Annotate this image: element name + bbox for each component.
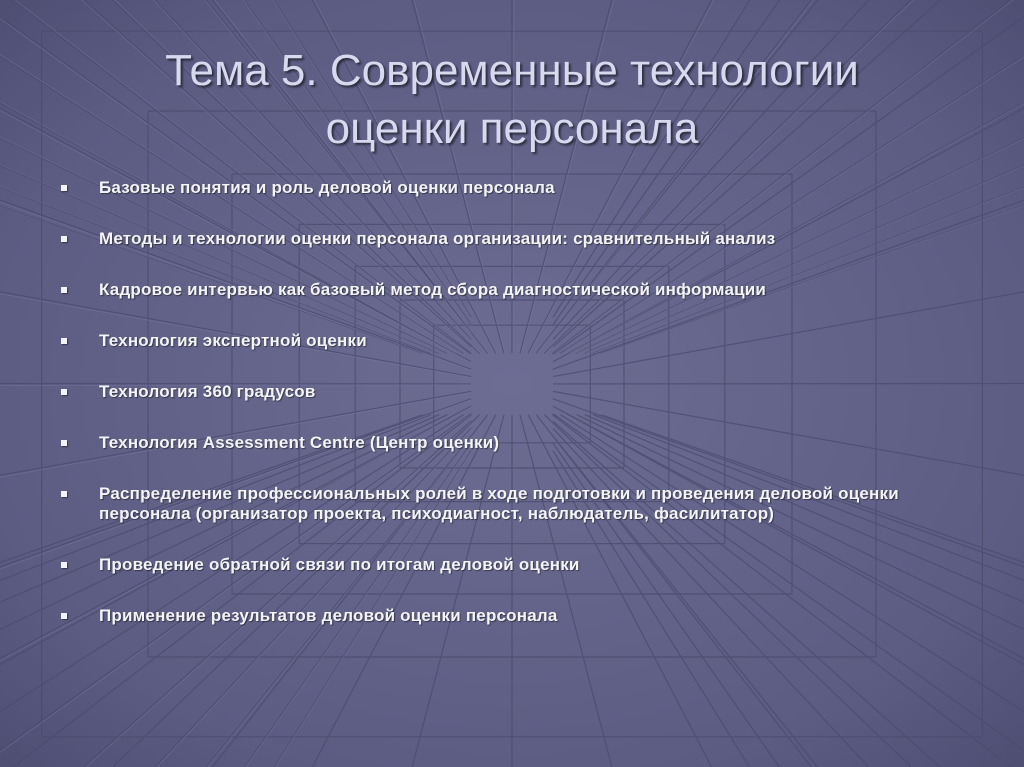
- square-bullet-icon: [61, 236, 67, 242]
- bullet-text: Технология 360 градусов: [99, 382, 316, 401]
- bullet-item: [56, 331, 986, 351]
- bullet-text: Технология Assessment Centre (Центр оценки): [99, 433, 500, 452]
- bullet-item: [56, 178, 986, 198]
- bullet-list: [56, 178, 986, 657]
- bullet-item: [56, 280, 986, 300]
- square-bullet-icon: [61, 185, 67, 191]
- bullet-text: Базовые понятия и роль деловой оценки персонала: [99, 178, 555, 197]
- square-bullet-icon: [61, 491, 67, 497]
- title-line-2: оценки персонала: [325, 104, 699, 153]
- bullet-item: [56, 555, 986, 575]
- bullet-text: Методы и технологии оценки персонала организации: сравнительный анализ: [99, 229, 776, 248]
- square-bullet-icon: [61, 389, 67, 395]
- bullet-item: [56, 484, 986, 524]
- bullet-item: [56, 433, 986, 453]
- square-bullet-icon: [61, 613, 67, 619]
- square-bullet-icon: [61, 440, 67, 446]
- square-bullet-icon: [61, 338, 67, 344]
- square-bullet-icon: [61, 562, 67, 568]
- bullet-item: [56, 382, 986, 402]
- bullet-item: [56, 229, 986, 249]
- bullet-text: Распределение профессиональных ролей в ходе подготовки и проведения деловой оценки персонала (организатор проекта, психодиагност, наблюдатель, фасилитатор): [99, 484, 899, 523]
- bullet-text: Кадровое интервью как базовый метод сбора диагностической информации: [99, 280, 767, 299]
- bullet-text: Применение результатов деловой оценки персонала: [99, 606, 558, 625]
- square-bullet-icon: [61, 287, 67, 293]
- bullet-text: Технология экспертной оценки: [99, 331, 367, 350]
- bullet-text: Проведение обратной связи по итогам деловой оценки: [99, 555, 580, 574]
- title-line-1: Тема 5. Современные технологии: [165, 46, 859, 95]
- slide-title: [60, 42, 964, 158]
- bullet-item: [56, 606, 986, 626]
